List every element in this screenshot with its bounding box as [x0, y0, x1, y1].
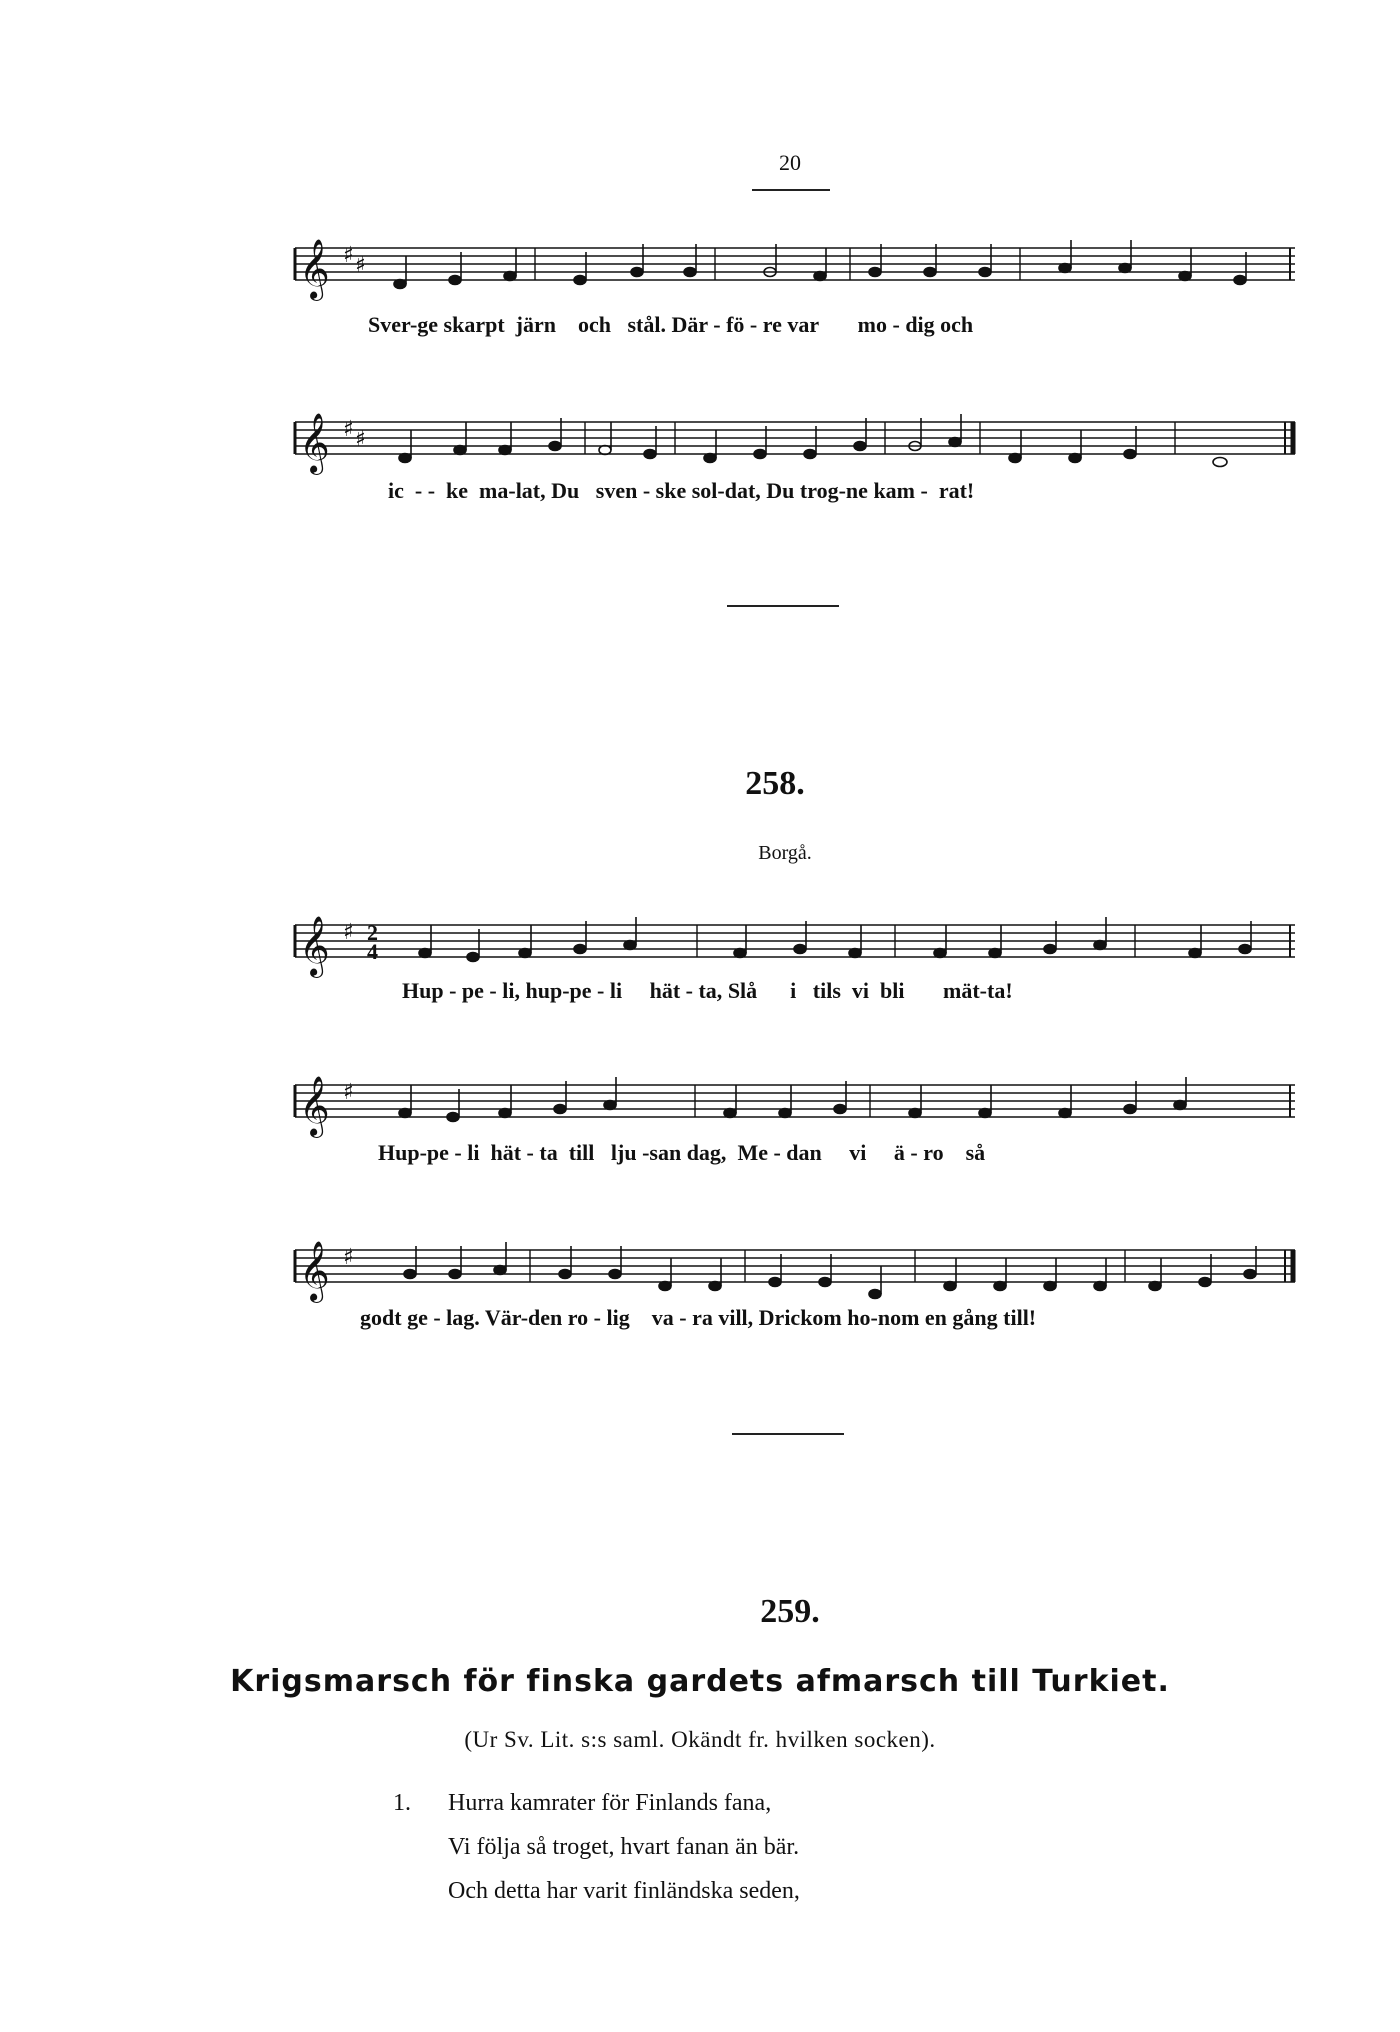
lyric-line [388, 478, 974, 504]
svg-text:♯: ♯ [343, 1080, 354, 1105]
section-divider [732, 1433, 844, 1435]
lyric-syllable: lig [606, 1305, 630, 1330]
svg-text:♯: ♯ [343, 417, 354, 442]
lyric-syllable: va [651, 1305, 674, 1330]
lyric-syllable: vi [849, 1140, 867, 1165]
lyric-syllable: vi [851, 978, 870, 1003]
lyric-syllable: - [920, 478, 928, 503]
lyric-syllable: - [773, 1140, 781, 1165]
lyric-syllable: Du [551, 478, 580, 503]
lyric-syllable: - [414, 478, 423, 503]
lyric-syllable: trog-ne [799, 478, 868, 503]
lyric-syllable: mät-ta! [943, 978, 1013, 1003]
lyric-syllable: ro [567, 1305, 589, 1330]
lyric-syllable: li [467, 1140, 480, 1165]
lyric-syllable: - [597, 978, 605, 1003]
verse-line: Vi följa så troget, hvart fanan än bär. [448, 1834, 800, 1860]
lyric-syllable: kam [873, 478, 915, 503]
music-staff [285, 238, 1305, 318]
svg-text:♯: ♯ [355, 253, 366, 278]
svg-text:♯: ♯ [343, 1245, 354, 1270]
treble-clef-icon: 𝄞 [299, 916, 330, 976]
source-note: (Ur Sv. Lit. s:s saml. Okändt fr. hvilken socken). [464, 1727, 936, 1752]
song-number: 259. [760, 1593, 820, 1630]
lyric-line [402, 978, 1013, 1004]
time-signature-bottom: 4 [367, 939, 378, 964]
lyric-syllable: järn [515, 312, 556, 337]
lyric-syllable: vill, [718, 1305, 754, 1330]
lyric-syllable: - [749, 312, 758, 337]
lyric-syllable: Hup-pe [378, 1140, 449, 1165]
treble-clef-icon: 𝄞 [299, 1076, 330, 1136]
lyric-syllable: tils [812, 978, 841, 1003]
page-number-rule [752, 189, 830, 191]
lyric-syllable: lag. [446, 1305, 480, 1330]
lyric-syllable: ta, [698, 978, 723, 1003]
lyric-syllable: - [642, 1140, 650, 1165]
page-number: 20 [779, 150, 801, 175]
lyric-syllable: ra [692, 1305, 713, 1330]
lyric-syllable: Drickom [758, 1305, 842, 1330]
lyric-syllable: så [965, 1140, 986, 1165]
lyric-syllable: pe [461, 978, 484, 1003]
lyric-syllable: dag, [686, 1140, 727, 1165]
lyric-syllable: Vär-den [484, 1305, 563, 1330]
lyric-syllable: fö [726, 312, 745, 337]
lyric-syllable: sol-dat, [691, 478, 761, 503]
lyric-syllable: godt [360, 1305, 402, 1330]
lyric-syllable: ske [655, 478, 687, 503]
lyric-syllable: var [787, 312, 820, 337]
lyric-syllable: ge [407, 1305, 428, 1330]
lyric-syllable: och [578, 312, 611, 337]
lyric-line [368, 312, 973, 338]
lyric-syllable: - [892, 312, 900, 337]
lyric-syllable: - [685, 978, 693, 1003]
lyric-syllable: - [489, 978, 497, 1003]
lyric-syllable: - [642, 478, 651, 503]
lyric-syllable: en [924, 1305, 947, 1330]
time-signature-top: 2 [367, 920, 378, 945]
svg-text:♯: ♯ [343, 920, 354, 945]
lyric-syllable: lju [610, 1140, 637, 1165]
lyric-syllable: mo [857, 312, 887, 337]
lyric-line [378, 1140, 985, 1166]
lyric-syllable: sven [595, 478, 638, 503]
treble-clef-icon: 𝄞 [299, 239, 330, 299]
staff-svg [285, 238, 1305, 318]
lyric-syllable: hup-pe [525, 978, 592, 1003]
svg-text:♯: ♯ [343, 243, 354, 268]
lyric-syllable: - [433, 1305, 441, 1330]
verse-line: Hurra kamrater för Finlands fana, [448, 1790, 772, 1816]
treble-clef-icon: 𝄞 [299, 413, 330, 473]
lyric-syllable: - [454, 1140, 462, 1165]
lyric-syllable: stål. [627, 312, 666, 337]
lyric-syllable: Slå [727, 978, 758, 1003]
lyric-syllable: Du [766, 478, 795, 503]
lyric-syllable: - [910, 1140, 918, 1165]
lyric-syllable: - [713, 312, 721, 337]
lyric-syllable: och [940, 312, 974, 337]
lyric-syllable: ta [539, 1140, 558, 1165]
lyric-syllable: skarpt [443, 312, 505, 337]
lyric-syllable: ä [893, 1140, 905, 1165]
lyric-syllable: ma-lat, [479, 478, 546, 503]
lyric-syllable: Sver-ge [368, 312, 439, 337]
lyric-syllable: - [449, 978, 457, 1003]
lyric-syllable: rat! [938, 478, 975, 503]
lyric-syllable: li [609, 978, 623, 1003]
lyric-syllable: Me [737, 1140, 768, 1165]
lyric-line [360, 1305, 1036, 1331]
song-title: Krigsmarsch för finska gardets afmarsch till Turkiet. [230, 1664, 1170, 1699]
lyric-syllable: ke [446, 478, 469, 503]
lyric-syllable: re [762, 312, 782, 337]
verse-number: 1. [393, 1790, 411, 1816]
song-place: Borgå. [758, 842, 812, 864]
lyric-syllable: dig [905, 312, 935, 337]
lyric-syllable: till [568, 1140, 595, 1165]
lyric-syllable: dan [786, 1140, 822, 1165]
lyric-syllable: hät [649, 978, 681, 1003]
lyric-syllable: san [649, 1140, 682, 1165]
lyric-syllable: - [526, 1140, 534, 1165]
lyric-syllable: gång [952, 1305, 998, 1330]
lyric-syllable: ho-nom [847, 1305, 920, 1330]
lyric-syllable: Hup [402, 978, 444, 1003]
section-divider [727, 605, 839, 607]
lyric-syllable: hät [490, 1140, 522, 1165]
lyric-syllable: - [427, 478, 436, 503]
svg-text:♯: ♯ [355, 427, 366, 452]
lyric-syllable: i [790, 978, 797, 1003]
verse-line: Och detta har varit finländska seden, [448, 1878, 800, 1904]
lyric-syllable: - [593, 1305, 601, 1330]
lyric-syllable: Där [671, 312, 708, 337]
lyric-syllable: - [679, 1305, 687, 1330]
treble-clef-icon: 𝄞 [299, 1241, 330, 1301]
lyric-syllable: ic [388, 478, 404, 503]
song-number: 258. [745, 765, 805, 802]
lyric-syllable: bli [880, 978, 905, 1003]
lyric-syllable: ro [923, 1140, 944, 1165]
lyric-syllable: li, [502, 978, 520, 1003]
lyric-syllable: till! [1003, 1305, 1037, 1330]
